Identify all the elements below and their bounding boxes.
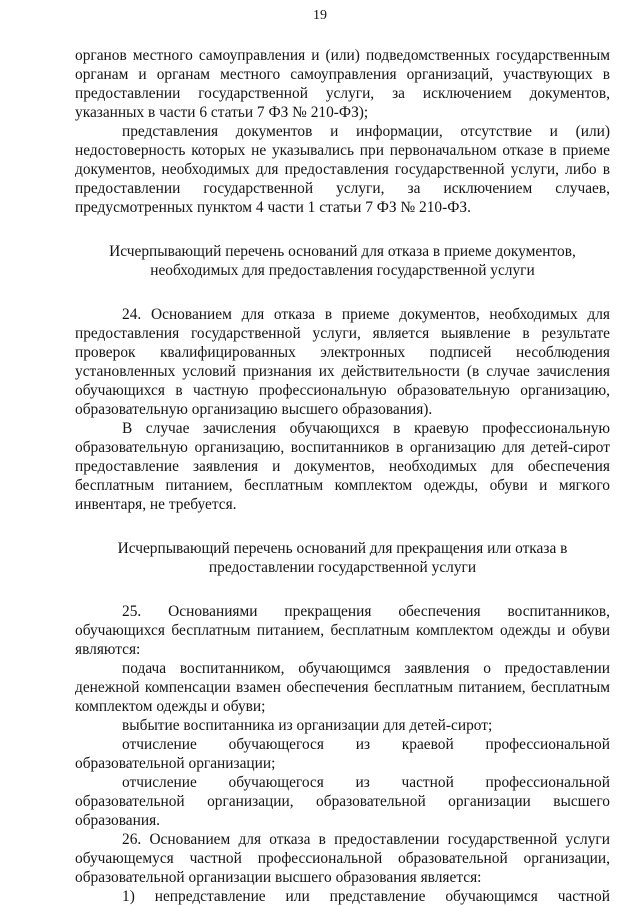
page-number: 19 <box>313 8 327 23</box>
section-heading-2: Исчерпывающий перечень оснований для прекращения или отказа в предоставлении государственной услуги <box>117 540 568 576</box>
paragraph-11: 1) непредставление или представление обучающимся частной <box>122 888 610 905</box>
spacer <box>75 514 610 539</box>
paragraph-10: 26. Основанием для отказа в предоставлении государственной услуги обучающемуся частной профессиональной образовательной организации, образовательной организации высшего образования является: <box>75 831 610 886</box>
paragraph-5: 25. Основаниями прекращения обеспечения воспитанников, обучающихся бесплатным питанием, бесплатным комплектом одежды и обуви являются: <box>75 603 610 658</box>
paragraph-1: органов местного самоуправления и (или) подведомственных государственным органам и органам местного самоуправления организаций, участвующих в предоставлении государственной услуги, за исключением документов, указанных в части 6 статьи 7 ФЗ № 210-ФЗ); <box>75 47 610 121</box>
paragraph-2: представления документов и информации, отсутствие и (или) недостоверность которых не указывались при первоначальном отказе в приеме документов, необходимых для предоставления государственной услуги, либо в предоставлении государственной услуги, за исключением случаев, предусмотренных пунктом 4 части 1 статьи 7 ФЗ № 210-ФЗ. <box>75 123 610 216</box>
paragraph-3: 24. Основанием для отказа в приеме документов, необходимых для предоставления государственной услуги, является выявление в результате проверок квалифицированных электронных подписей несоблюдения установленных условий признания их действительности (в случае зачисления обучающихся в частную профессиональную образовательную организацию, образовательную организацию высшего образования). <box>75 306 610 418</box>
document-body <box>75 46 610 906</box>
paragraph-9: отчисление обучающегося из частной профессиональной образовательной организации, образовательной организации высшего образования. <box>75 774 610 829</box>
paragraph-4: В случае зачисления обучающихся в краевую профессиональную образовательную организацию, воспитанников в организацию для детей-сирот предоставление заявления и документов, необходимых для обеспечения бесплатным питанием, бесплатным комплектом одежды, обуви и мягкого инвентаря, не требуется. <box>75 420 610 513</box>
paragraph-7: выбытие воспитанника из организации для детей-сирот; <box>122 717 493 734</box>
spacer <box>75 577 610 602</box>
spacer <box>75 217 610 242</box>
spacer <box>75 280 610 305</box>
section-heading-1: Исчерпывающий перечень оснований для отказа в приеме документов, необходимых для предоставления государственной услуги <box>109 243 576 279</box>
paragraph-8: отчисление обучающегося из краевой профессиональной образовательной организации; <box>75 736 610 772</box>
paragraph-6: подача воспитанником, обучающимся заявления о предоставлении денежной компенсации взамен обеспечения бесплатным питанием, бесплатным комплектом одежды и обуви; <box>75 660 610 715</box>
